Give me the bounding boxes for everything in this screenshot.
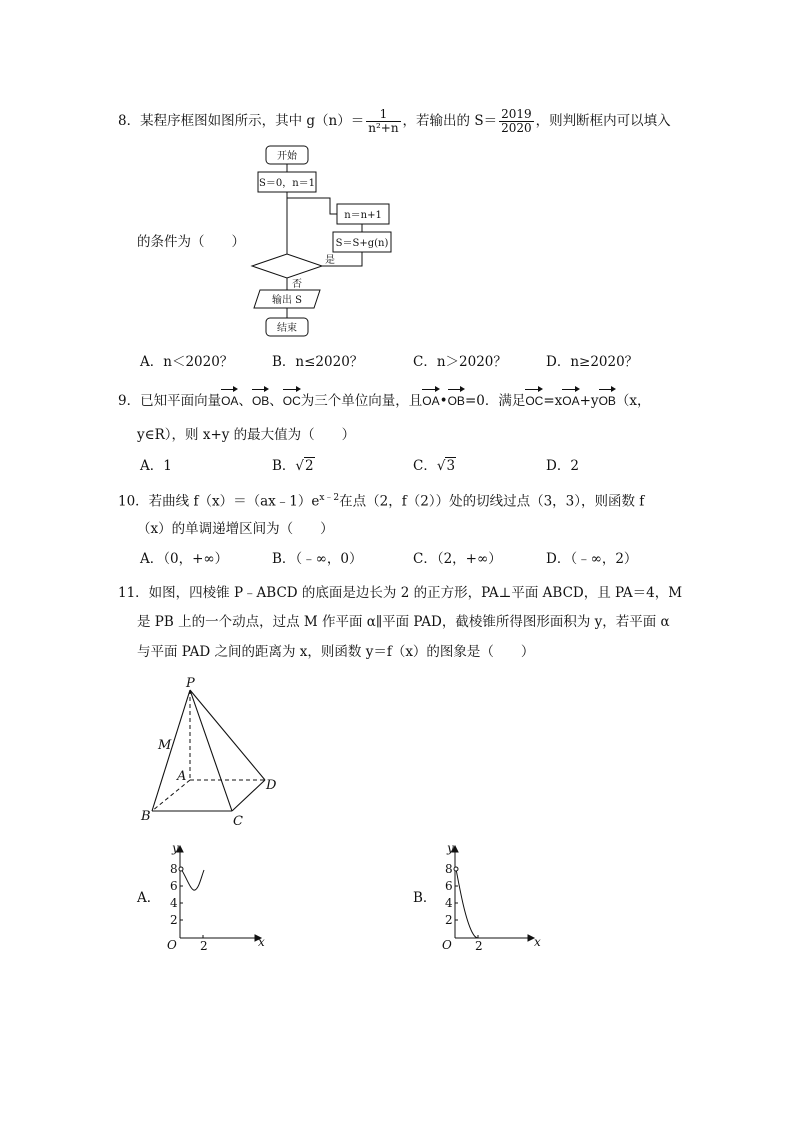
q8-stem-line2: 的条件为（ ） [137, 234, 245, 250]
flow-init-text: S＝0，n＝1 [258, 178, 316, 189]
sqrt-2-radicand: 2 [305, 458, 314, 474]
q10-exponent: x﹣2 [319, 493, 340, 503]
q9-dot-tail: =0．满足 [464, 393, 526, 409]
q8-option-a: A．n＜2020？ [140, 354, 234, 370]
sqrt-2: √2 [295, 458, 314, 474]
q11-stem-line2: 是 PB 上的一个动点，过点 M 作平面 α∥平面 PAD，截棱锥所得图形面积为 y，若平面 α [137, 614, 670, 630]
graph-a-y-label: y [172, 841, 179, 855]
q8-option-c: C．n＞2020？ [413, 354, 507, 370]
label-a: A [177, 769, 187, 784]
eq-x-sign: =x [543, 393, 563, 409]
q10-option-d: D．（﹣∞，2） [546, 551, 638, 567]
graph-a-x-label: x [258, 935, 265, 949]
flow-yes-text: 是 [325, 255, 335, 266]
q9-sep1: 、 [238, 393, 252, 409]
graph-b-x-label: x [534, 935, 541, 949]
graph-b-open-point [454, 867, 458, 871]
graph-a-origin: O [167, 938, 177, 952]
graph-b-tick-8: 8 [445, 862, 453, 876]
q8-stem-a: 8．某程序框图如图所示，其中 g（n）＝ [118, 113, 365, 129]
q8-stem-b: ，若输出的 S＝ [402, 113, 498, 129]
graph-b-curve [456, 869, 478, 938]
label-m: M [158, 738, 172, 753]
vector-ob-2: OB [447, 394, 465, 408]
graph-a-x-tick: 2 [200, 939, 208, 953]
vector-oa-2: OA [422, 394, 440, 408]
flow-no-text: 否 [292, 279, 302, 290]
graph-b-origin: O [442, 938, 452, 952]
g-fraction-num: 1 [366, 108, 400, 122]
g-fraction-den: n²+n [368, 121, 399, 135]
label-b: B [141, 809, 151, 824]
q10-stem-b: 在点（2，f（2））处的切线过点（3，3），则函数 f [339, 493, 645, 510]
plus-y-sign: +y [579, 393, 599, 409]
q11-option-a-label: A． [137, 890, 161, 906]
flow-inc-text: n＝n+1 [344, 210, 382, 221]
graph-a-tick-4: 4 [170, 896, 178, 910]
graph-a-tick-8: 8 [170, 862, 178, 876]
q9-sep2: 、 [269, 393, 283, 409]
vector-oa-3: OA [562, 394, 580, 408]
q11-stem-line3: 与平面 PAD 之间的距离为 x，则函数 y＝f（x）的图象是（ ） [137, 644, 535, 660]
q11-option-b-label: B． [413, 890, 437, 906]
label-c: C [233, 814, 243, 829]
sqrt-3-radicand: 3 [446, 458, 456, 474]
q11-stem-line1: 11．如图，四棱锥 P﹣ABCD 的底面是边长为 2 的正方形，PA⊥平面 ABCD，且 PA＝4，M [118, 585, 683, 601]
flow-start-text: 开始 [277, 151, 297, 162]
vector-oc: OC [282, 394, 301, 408]
graph-b-tick-2: 2 [445, 913, 453, 927]
sqrt-3: √3 [436, 458, 456, 474]
q10-option-b: B．（﹣∞，0） [272, 551, 363, 567]
q9-eq-tail: （x， [615, 393, 651, 409]
q9-stem-line2: y∈R），则 x+y 的最大值为（ ） [137, 427, 356, 443]
vector-ob: OB [251, 394, 270, 408]
q10-option-c: C．（2，+∞） [413, 551, 502, 567]
vector-oa: OA [221, 394, 239, 408]
q10-stem-a: 10．若曲线 f（x）＝（ax﹣1）e [118, 493, 320, 510]
q8-stem-c: ，则判断框内可以填入 [535, 113, 671, 129]
s-fraction-num: 2019 [501, 107, 532, 121]
q9-option-d: D．2 [546, 458, 579, 474]
flow-output-text: 输出 S [271, 295, 303, 306]
graph-b-y-label: y [447, 841, 454, 855]
label-p: P [186, 676, 195, 691]
q9-stem-a: 9．已知平面向量 [118, 393, 222, 409]
q9-option-b-label: B． [272, 458, 296, 474]
dot-operator: • [439, 393, 448, 409]
q10-stem-line2: （x）的单调递增区间为（ ） [137, 521, 334, 537]
graph-b-tick-4: 4 [445, 896, 453, 910]
flow-sum-text: S＝S+g(n) [335, 238, 389, 249]
vector-ob-3: OB [598, 394, 616, 408]
graph-b-tick-6: 6 [445, 879, 453, 893]
s-fraction-den: 2020 [501, 121, 532, 135]
q9-option-a: A．1 [140, 458, 172, 474]
q8-option-d: D．n≥2020？ [546, 354, 639, 370]
q8-option-b: B．n≤2020？ [272, 354, 364, 370]
graph-a-tick-2: 2 [170, 913, 178, 927]
label-d: D [266, 778, 277, 793]
graph-b-x-tick: 2 [475, 939, 483, 953]
graph-a-tick-6: 6 [170, 879, 178, 893]
q10-option-a: A．（0，+∞） [140, 551, 229, 567]
flow-end-text: 结束 [277, 323, 297, 334]
q9-stem-b: 为三个单位向量，且 [300, 393, 423, 409]
q9-option-c-label: C． [413, 458, 437, 474]
vector-oc-2: OC [525, 394, 544, 408]
